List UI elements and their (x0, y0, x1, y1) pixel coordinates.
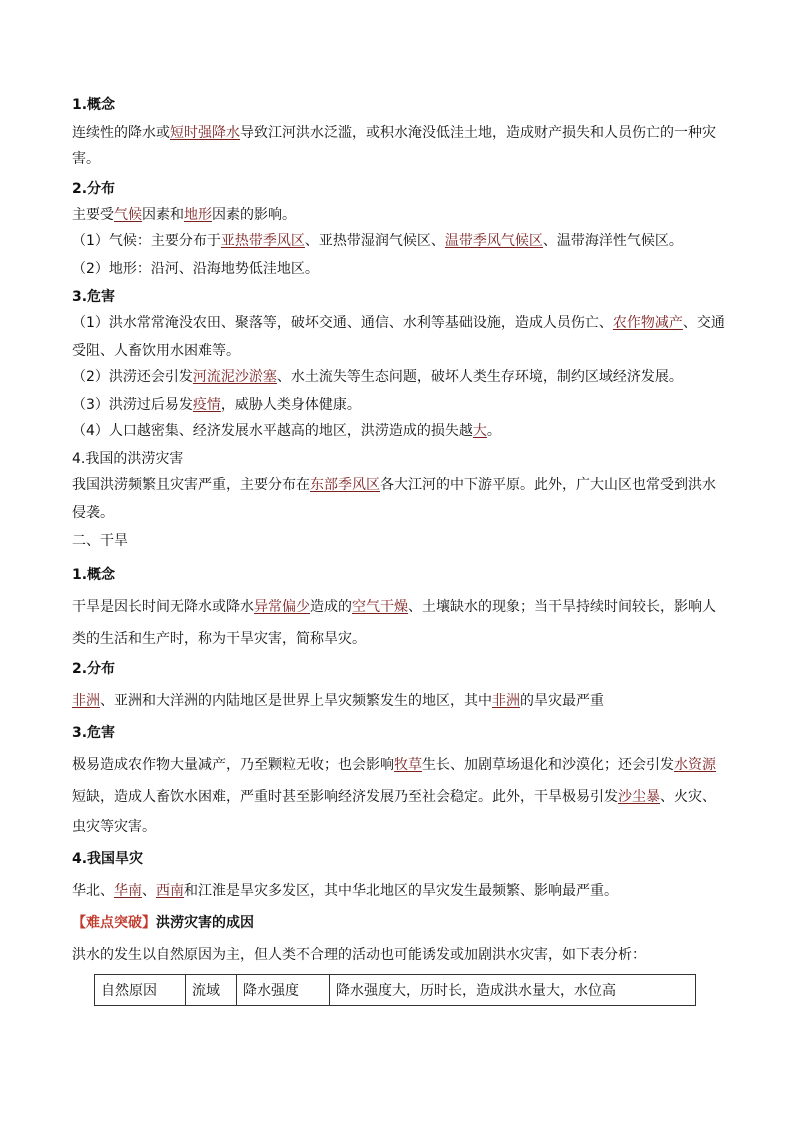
section-china-flood-title: 4.我国的洪涝灾害 (72, 451, 184, 467)
table-cell: 降水强度大，历时长，造成洪水量大，水位高 (330, 975, 696, 1006)
paragraph-concept-line1: 连续性的降水或短时强降水导致江河洪水泛滥，或积水淹没低洼土地，造成财产损失和人员伤亡的一种灾 (72, 125, 716, 141)
keyword-link[interactable]: 亚热带季风区 (220, 233, 305, 249)
breakthrough-intro: 洪水的发生以自然原因为主，但人类不合理的活动也可能诱发或加剧洪水灾害，如下表分析： (72, 947, 646, 963)
keyword-link[interactable]: 非洲 (72, 693, 100, 709)
breakthrough-tag: 【难点突破】 (72, 915, 156, 931)
paragraph-hazard-line3: （2）洪涝还会引发河流泥沙淤塞、水土流失等生态问题，破坏人类生存环境，制约区域经济发展。 (72, 369, 683, 385)
keyword-link[interactable]: 空气干燥 (352, 599, 408, 615)
keyword-link[interactable]: 非洲 (492, 693, 520, 709)
paragraph-concept-line2: 害。 (72, 151, 100, 167)
section-concept-title: 1.概念 (72, 97, 116, 113)
drought-concept-line1: 干旱是因长时间无降水或降水异常偏少造成的空气干燥、土壤缺水的现象；当干旱持续时间较长，影响人 (72, 599, 716, 615)
table-cell: 降水强度 (237, 975, 330, 1006)
drought-heading: 二、干旱 (72, 533, 128, 549)
breakthrough-heading (72, 912, 732, 934)
breakthrough-title: 洪涝灾害的成因 (156, 915, 254, 931)
keyword-link[interactable]: 农作物减产 (612, 315, 683, 331)
section-hazard-title: 3.危害 (72, 289, 116, 305)
keyword-link[interactable]: 沙尘暴 (618, 789, 660, 805)
paragraph-distribution-line3: （2）地形：沿河、沿海地势低洼地区。 (72, 261, 319, 277)
keyword-link[interactable]: 大 (472, 423, 487, 439)
paragraph-distribution-line2: （1）气候：主要分布于亚热带季风区、亚热带湿润气候区、温带季风气候区、温带海洋性气候区。 (72, 233, 683, 249)
drought-hazard-title: 3.危害 (72, 725, 116, 741)
paragraph-hazard-line2: 受阻、人畜饮用水困难等。 (72, 343, 240, 359)
drought-hazard-line1: 极易造成农作物大量减产，乃至颗粒无收；也会影响牧草生长、加剧草场退化和沙漠化；还会引发水资源 (72, 757, 716, 773)
keyword-link[interactable]: 河流泥沙淤塞 (192, 369, 277, 385)
drought-china-title: 4.我国旱灾 (72, 851, 144, 867)
paragraph-hazard-line5: （4）人口越密集、经济发展水平越高的地区，洪涝造成的损失越大。 (72, 423, 501, 439)
paragraph-distribution-line1: 主要受气候因素和地形因素的影响。 (72, 207, 296, 223)
drought-hazard-line2: 短缺，造成人畜饮水困难，严重时甚至影响经济发展乃至社会稳定。此外，干旱极易引发沙尘暴、火灾、 (72, 789, 716, 805)
table-cell: 流域 (186, 975, 237, 1006)
keyword-link[interactable]: 地形 (184, 207, 212, 223)
keyword-link[interactable]: 短时强降水 (170, 125, 240, 141)
keyword-link[interactable]: 东部季风区 (310, 477, 380, 493)
paragraph-china-flood-line2: 侵袭。 (72, 505, 114, 521)
paragraph-hazard-line1: （1）洪水常常淹没农田、聚落等，破坏交通、通信、水利等基础设施，造成人员伤亡、农作物减产、交通 (72, 315, 725, 331)
drought-concept-title: 1.概念 (72, 567, 116, 583)
paragraph-china-flood-line1: 我国洪涝频繁且灾害严重，主要分布在东部季风区各大江河的中下游平原。此外，广大山区也常受到洪水 (72, 477, 716, 493)
drought-distribution-line1: 非洲、亚洲和大洋洲的内陆地区是世界上旱灾频繁发生的地区，其中非洲的旱灾最严重 (72, 693, 604, 709)
table-cell: 自然原因 (95, 975, 186, 1006)
keyword-link[interactable]: 牧草 (394, 757, 422, 773)
keyword-link[interactable]: 疫情 (192, 397, 221, 413)
drought-concept-line2: 类的生活和生产时，称为干旱灾害，简称旱灾。 (72, 631, 366, 647)
keyword-link[interactable]: 西南 (156, 883, 184, 899)
keyword-link[interactable]: 异常偏少 (254, 599, 310, 615)
drought-china-line1: 华北、华南、西南和江淮是旱灾多发区，其中华北地区的旱灾发生最频繁、影响最严重。 (72, 883, 618, 899)
keyword-link[interactable]: 气候 (114, 207, 142, 223)
flood-cause-table (94, 974, 696, 1006)
keyword-link[interactable]: 水资源 (674, 757, 716, 773)
drought-hazard-line3: 虫灾等灾害。 (72, 819, 156, 835)
section-distribution-title: 2.分布 (72, 181, 116, 197)
table-row (95, 975, 696, 1006)
keyword-link[interactable]: 温带季风气候区 (444, 233, 543, 249)
paragraph-hazard-line4: （3）洪涝过后易发疫情，威胁人类身体健康。 (72, 397, 361, 413)
keyword-link[interactable]: 华南 (114, 883, 142, 899)
drought-distribution-title: 2.分布 (72, 661, 116, 677)
